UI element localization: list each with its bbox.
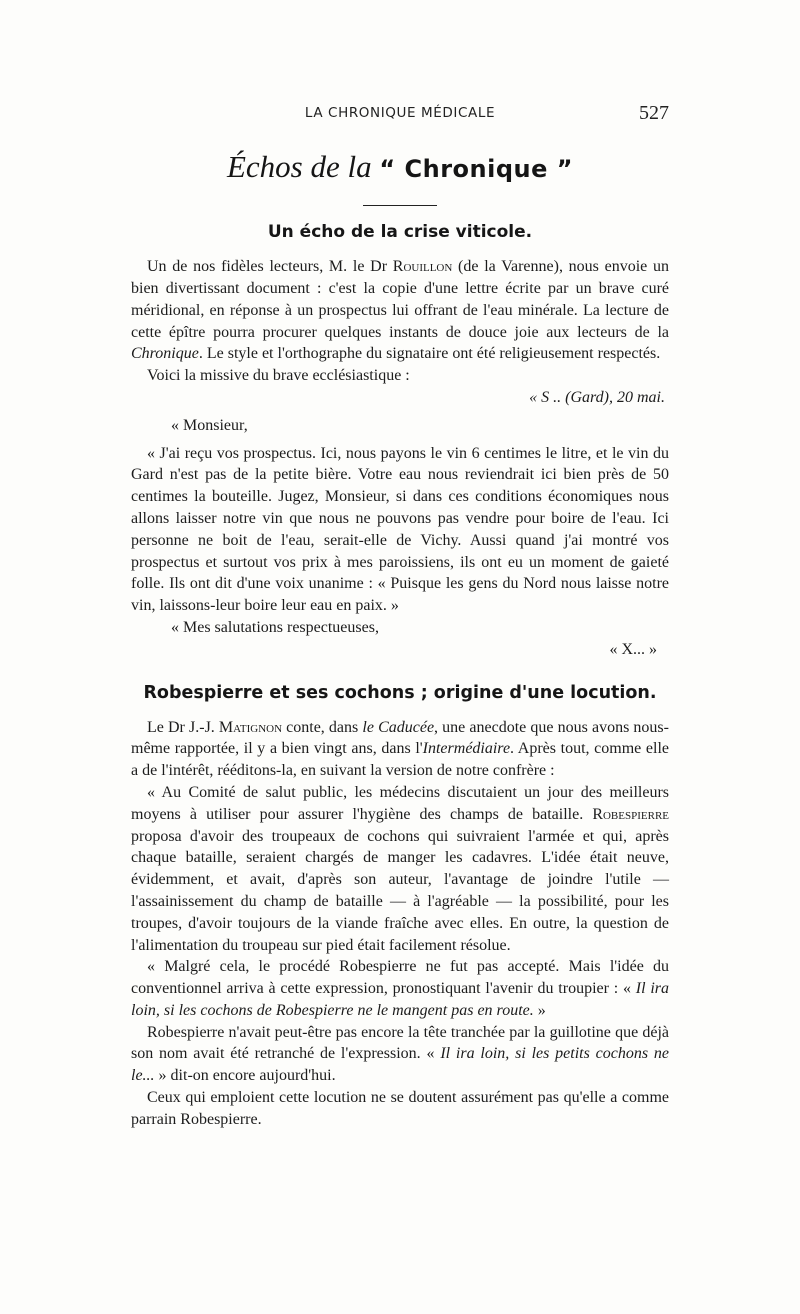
title-rule (363, 205, 437, 206)
section-title-crise-viticole: Un écho de la crise viticole. (267, 222, 533, 243)
paragraph: Voici la missive du brave ecclésiastique : (147, 367, 410, 385)
text-run: Robespierre n'avait peut-être pas encore la tête tranchée par la guillotine que déjà son nom avait été retranché de l'expression. « (131, 1023, 669, 1063)
text-run: , une anecdote que nous avons nous-même rapportée, il y a bien vingt ans, dans l' (131, 718, 669, 758)
journal-page (131, 100, 669, 1131)
text-run: « Au Comité de salut public, les médecins discutaient un jour des meilleurs moyens à utiliser pour assurer l'hygiène des champs de bataille. (131, 783, 669, 823)
paragraph (131, 717, 669, 782)
author-name: Matignon (218, 718, 283, 736)
text-run: » dit-on encore aujourd'hui. (154, 1067, 336, 1085)
letter-body: « J'ai reçu vos prospectus. Ici, nous payons le vin 6 centimes le litre, et le vin du Gard n'est pas de la petite bière. Votre eau nous reviendrait ici bien près de 50 centimes la bouteille. Jugez, Monsieur, si dans ces conditions économiques nous allons laisser notre vin que nous ne pouvons pas vendre pour boire de l'eau. Ici personne ne boit de l'eau, serait-elle de Vichy. Aussi quand j'ai montré vos prospectus et surtout vos prix à mes paroissiens, ils ont eu un moment de gaieté folle. Ils ont dit d'une voix unanime : « Puisque les gens du Nord nous laisse notre vin, laissons-leur boire leur eau en paix. » (131, 444, 669, 615)
quoted-expression: Il ira loin, si les cochons de Robespierre ne le mangent pas en route. (131, 980, 670, 1019)
letter-closing: « Mes salutations respectueuses, (171, 618, 379, 636)
text-run: Le Dr J.-J. (147, 718, 219, 736)
text-run: proposa d'avoir des troupeaux de cochons qui suivraient l'armée et qui, après chaque bataille, seraient chargés de manger les cadavres. L'idée était neuve, évidemment, et avait, d'après son auteur, l'avantage de joindre l'utile — l'assainissement du champ de bataille — à l'agréable — la possibilité, pour les troupes, d'avoir toujours de la viande fraîche avec elles. En outre, la question de l'alimentation du troupeau sur pied était facilement résolue. (131, 827, 669, 954)
paragraph (131, 782, 669, 956)
letter-signature: « X... » (609, 640, 657, 658)
text-run: conte, dans (282, 718, 363, 736)
text-run: (de la Varenne), nous envoie un bien divertissant document : c'est la copie d'une lettre écrite par un brave curé méridional, en réponse à un prospectus lui offrant de l'eau minérale. La lecture de cette épître pourra procurer quelques instants de douce joie aux lecteurs de la (131, 258, 669, 341)
paragraph (131, 256, 669, 365)
text-run: . Le style et l'orthographe du signataire ont été religieusement respectés. (198, 345, 661, 363)
journal-name: Intermédiaire (422, 740, 511, 758)
section-title-robespierre: Robespierre et ses cochons ; origine d'une locution. (143, 682, 657, 703)
text-run: « Malgré cela, le procédé Robespierre ne fut pas accepté. Mais l'idée du conventionnel arriva à cette expression, pronostiquant l'avenir du troupier : « (131, 958, 669, 998)
paragraph: Ceux qui emploient cette locution ne se doutent assurément pas qu'elle a comme parrain Robespierre. (131, 1089, 669, 1128)
text-run: Un de nos fidèles lecteurs, M. le Dr (147, 258, 393, 276)
person-name: Robespierre (592, 805, 669, 823)
letter-dateline: « S .. (Gard), 20 mai. (529, 388, 665, 406)
journal-name: le Caducée (362, 718, 435, 736)
paragraph (131, 956, 669, 1021)
main-title-script: Échos de la (226, 149, 372, 184)
section-body-crise-viticole (131, 256, 669, 660)
text-run: » (533, 1001, 546, 1019)
page-number: 527 (639, 102, 669, 124)
running-title: LA CHRONIQUE MÉDICALE (304, 105, 496, 121)
paragraph (131, 1022, 669, 1087)
section-body-robespierre (131, 717, 669, 1131)
journal-name: Chronique (131, 345, 199, 363)
main-title (131, 148, 669, 185)
author-name: Rouillon (392, 258, 453, 276)
running-header (131, 100, 669, 124)
text-run: . Après tout, comme elle a de l'intérêt, rééditons-la, en suivant la version de notre confrère : (131, 740, 670, 780)
letter-salutation: « Monsieur, (171, 416, 248, 434)
quoted-expression: Il ira loin, si les petits cochons ne le... (131, 1045, 669, 1085)
main-title-chronique: “ Chronique ” (379, 155, 574, 183)
